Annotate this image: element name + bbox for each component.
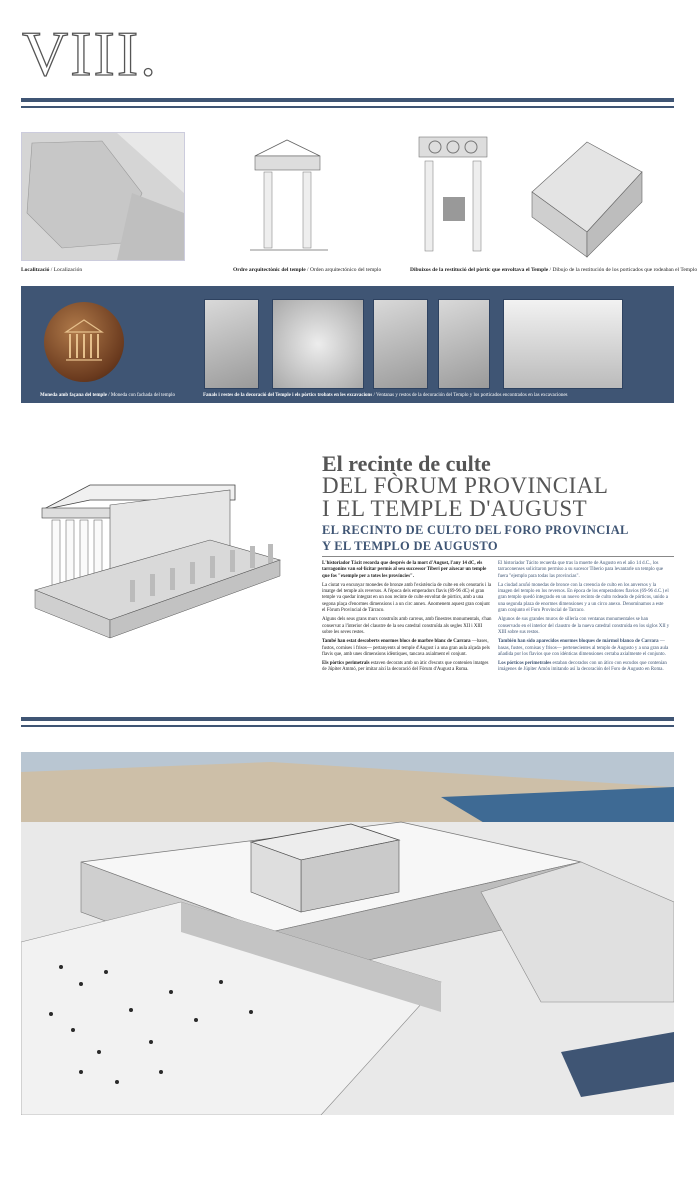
coin-image — [44, 302, 124, 382]
paragraph: La ciudad acuñó monedas de bronce con la creencia de culto en los anversos y la imagen del templo en los reversos. En época de los emperadores flavios (69-96 d.C.) el gran templo quedó integrado en un nuevo recinto de culto rodeado de pórticos, unido a una segunda plaza de enormes dimensiones y a un circo anexo. Denominamos a este gran conjunto el Foro Provincial de Tarraco. — [498, 582, 669, 614]
temple-order-illustration — [240, 138, 335, 258]
excavation-blocks-photo — [503, 299, 623, 389]
text-column-catalan — [322, 561, 494, 677]
paragraph: L'historiador Tàcit recorda que després de la mort d'August, l'any 14 dC, els tarragonins van sol·licitar permís al seu successor Tiberi per aixecar un temple que fos "exemple per a totes les províncies". — [322, 561, 487, 579]
portico-restitution-drawing — [527, 132, 644, 259]
medallion-fragment-photo — [272, 299, 364, 389]
architectural-order-drawing — [240, 138, 335, 258]
portico-elevation-illustration — [417, 135, 489, 257]
title-divider — [322, 556, 674, 557]
caption-architectural-order: Ordre arquitectònic del temple / Orden arquitectónico del templo — [233, 267, 382, 273]
frieze-fragment-photo-2 — [438, 299, 490, 389]
portico-perspective-illustration — [527, 132, 644, 259]
paragraph: Los pórticos perimetrales estaban decorados con un ático con escudos que contenían imágenes de Júpiter Amón imitando así la decoración del Foro de Augusto en Roma. — [498, 661, 667, 673]
paragraph: Alguns dels seus grans murs construïts amb carreus, amb finestres monumentals, s'han conservat a l'interior del claustre de la seu catedral construïda als segles XII i XIII sobre les seves restes. — [322, 617, 492, 635]
caption-fragments: Fanals i restes de la decoració del Temple i els pòrtics trobats en les excavacions / Ventanas y restos de la decoración del Templo y los porticados encontrados en las excavaciones — [203, 393, 568, 398]
subtitle-line-1: EL RECINTO DE CULTO DEL FORO PROVINCIAL — [322, 523, 629, 537]
coin-temple-facade-illustration — [44, 302, 124, 382]
forum-aerial-reconstruction — [21, 752, 674, 1115]
forum-aerial-illustration — [21, 752, 674, 1115]
title-line-3: I EL TEMPLE D'AUGUST — [322, 496, 588, 521]
title-line-1: El recinte de culte — [322, 451, 491, 476]
caption-portico-restitution: Dibuixos de la restitució del pòrtic que envoltava el Temple / Dibujo de la restitución de los porticados que rodeaban el Templo — [410, 267, 698, 273]
paragraph: También han sido aparecidos enormes bloques de mármol blanco de Carrara —basas, fustes, cornisas y frisos— pertenecientes al templo de Augusto y a una gran aula añadida por los flavios que con idénticas dimensiones cerraba axialmente el conjunto. — [498, 639, 669, 657]
paragraph: La ciutat va encunyar monedes de bronze amb l'existència de culte en els cenotaris i la imatge del temple als reversos. A l'època dels emperadors flavis (69-96 dC) el gran temple va quedar integrat en un nou recinte de culte envoltat de pòrtics, amb a una segona plaça d'enormes dimensions i a un circ annex. Anomenem aquest gran conjunt el Fòrum Provincial de Tàrraco. — [322, 582, 492, 614]
header-rule-bottom — [21, 106, 674, 108]
paragraph: Algunos de sus grandes muros de sillería con ventanas monumentales se han conservado en el interior del claustro de la nueva catedral construida en los siglos XII y XIII sobre sus restos. — [498, 617, 670, 635]
city-plan-illustration — [22, 133, 184, 260]
caption-location: Localització / Localización — [21, 267, 83, 273]
subtitle-line-2: Y EL TEMPLO DE AUGUSTO — [322, 539, 498, 553]
temple-reconstruction-drawing — [30, 480, 282, 640]
caption-coin: Moneda amb façana del temple / Moneda con fachada del templo — [40, 393, 175, 398]
paragraph: El historiador Tácito recuerda que tras la muerte de Augusto en el año 14 d.C., los tarraconenses solicitaron permiso a su sucesor Tiberio para levantarle un templo que fuera "ejemplo para todas las provincias". — [498, 561, 664, 579]
text-column-spanish — [498, 561, 670, 677]
portico-elevation-drawing — [417, 135, 489, 257]
temple-section-illustration — [30, 480, 282, 640]
paragraph: Els pòrtics perimetrals estaven decorats amb un àtic d'escuts que contenien imatges de Júpiter Ammó, per imitar així la decoració del Fòrum d'August a Roma. — [322, 661, 489, 673]
frieze-fragment-photo-1 — [373, 299, 428, 389]
section-rule-bottom — [21, 725, 674, 727]
paragraph: També han estat descoberts enormes blocs de marbre blanc de Carrara —bases, fustos, cornises i frisos— pertanyents al temple d'August i a una gran aula alçada pels flavis que, amb unes dimensions idèntiques, tancava axialment el conjunt. — [322, 639, 490, 657]
window-fragment-photo — [204, 299, 259, 389]
section-rule-top — [21, 717, 674, 721]
location-map-image — [21, 132, 185, 261]
title-line-2: DEL FÒRUM PROVINCIAL — [322, 473, 609, 498]
header-rule-top — [21, 98, 674, 102]
section-number: VIII. — [22, 18, 159, 89]
